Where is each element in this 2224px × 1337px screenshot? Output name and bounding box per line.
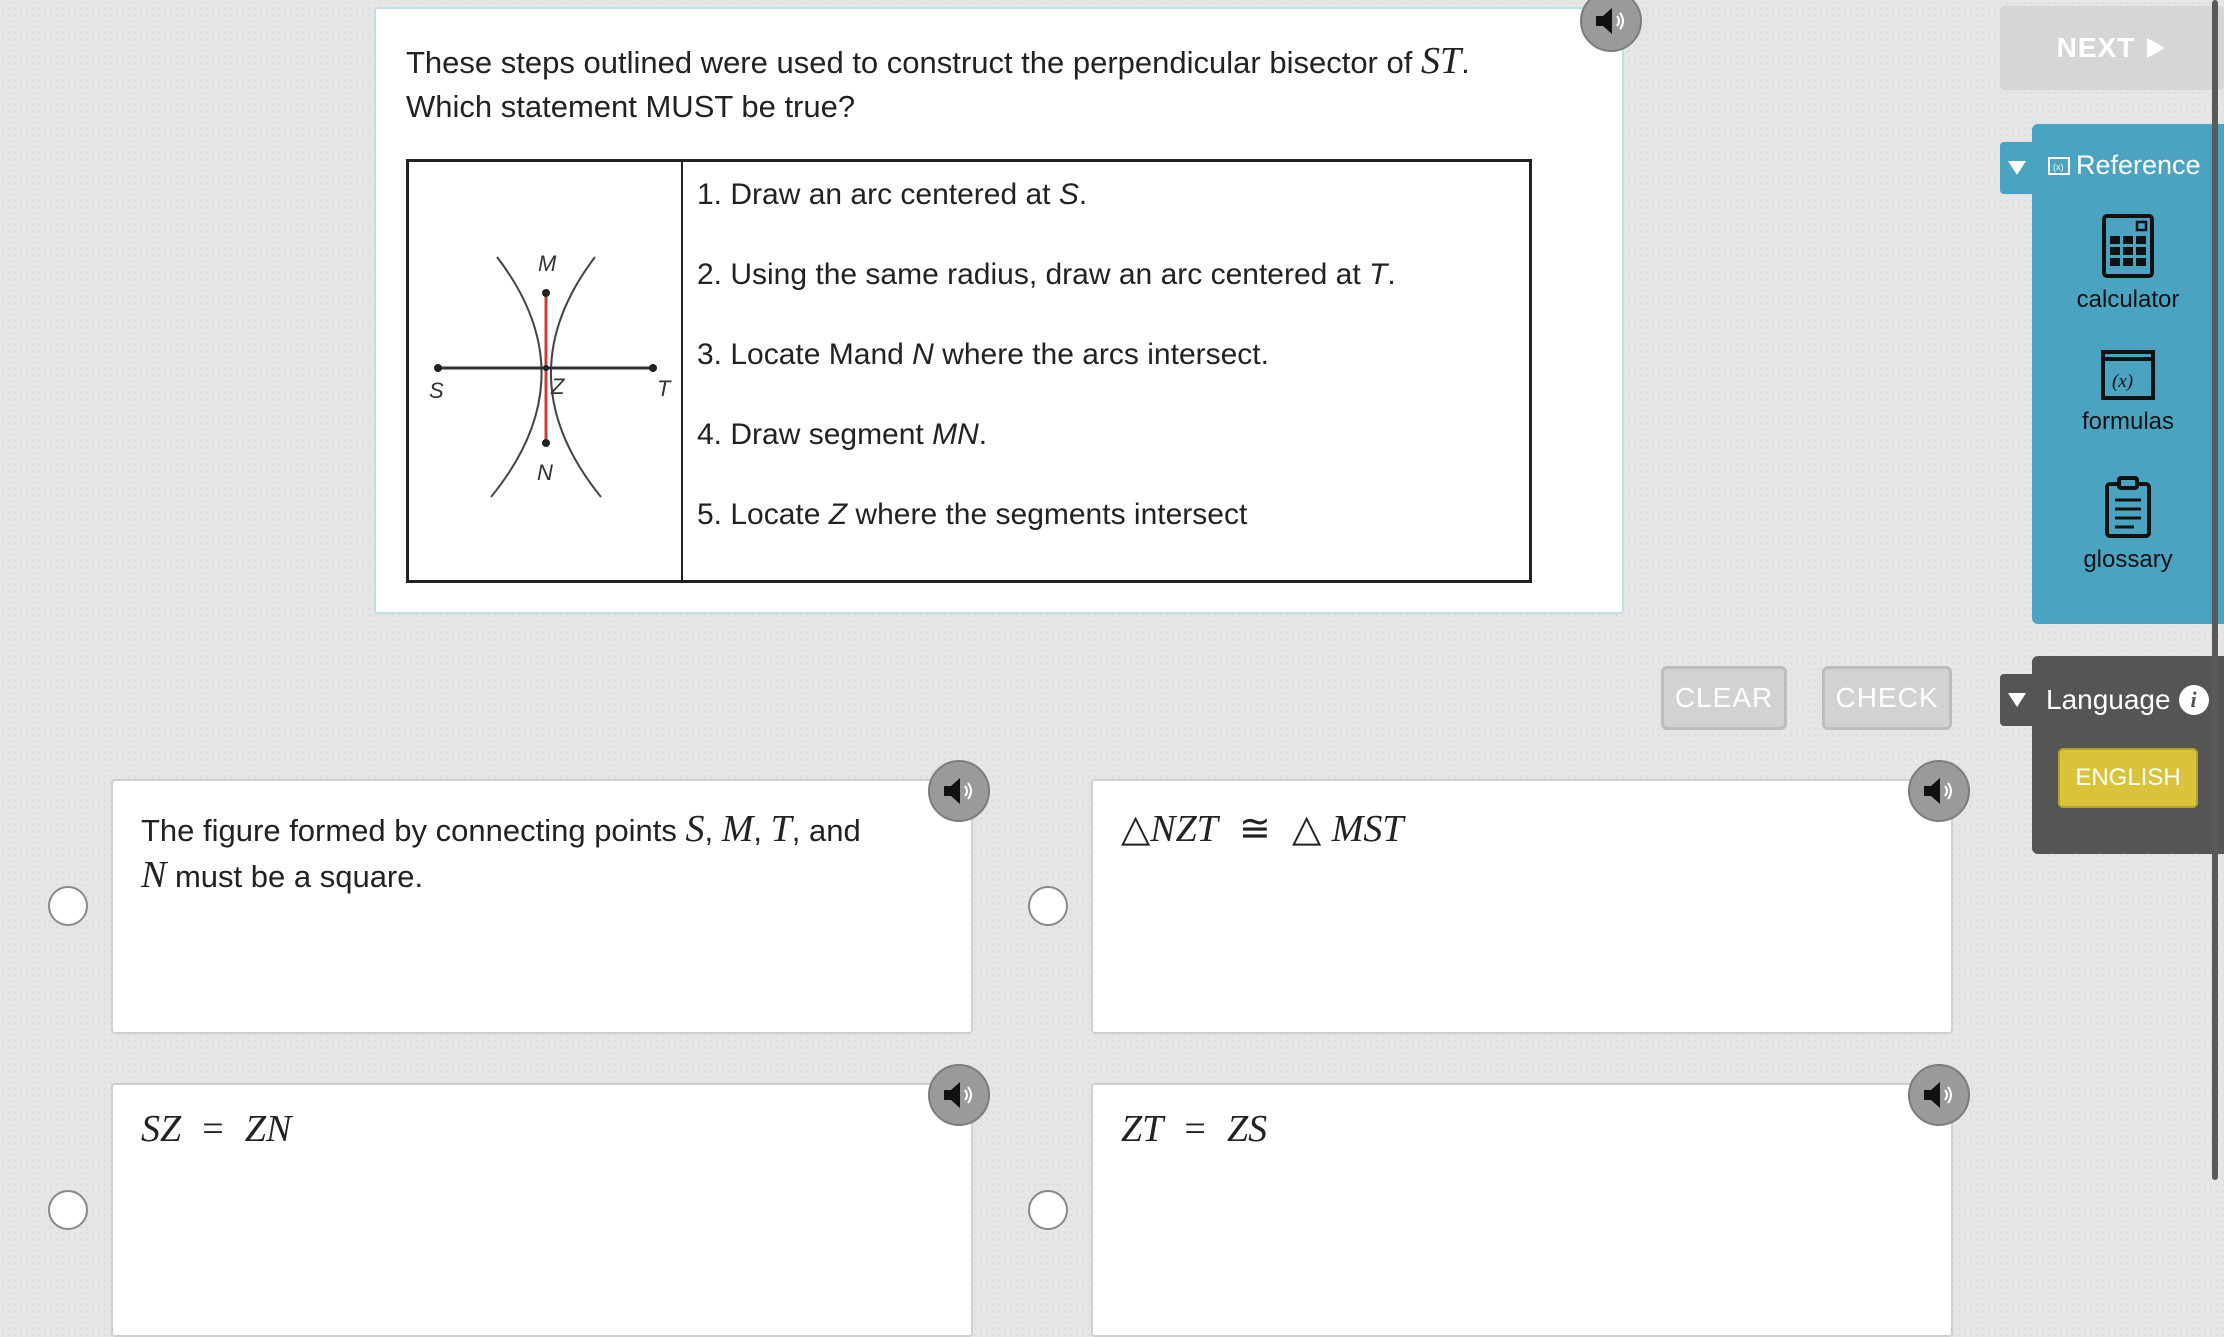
formulas-label: formulas — [2081, 408, 2175, 435]
prompt-start: These steps outlined were used to construct the perpendicular bisector of — [406, 45, 1421, 80]
reference-icon — [2048, 157, 2070, 175]
svg-text:(x): (x) — [2112, 371, 2134, 392]
point-t — [649, 364, 657, 372]
step-4: 4. Draw segment MN. — [697, 418, 988, 451]
answer-b-radio[interactable] — [1028, 886, 1068, 926]
glossary-tool[interactable] — [2032, 476, 2224, 574]
answer-a-radio[interactable] — [48, 886, 88, 926]
clear-label: CLEAR — [1674, 682, 1774, 713]
answer-b-audio-button[interactable] — [1908, 760, 1970, 822]
info-icon[interactable]: i — [2179, 685, 2209, 715]
language-collapse-toggle[interactable] — [2000, 674, 2034, 726]
next-label: NEXT — [2056, 32, 2136, 63]
reference-title: Reference — [2076, 150, 2201, 180]
triangle-down-icon — [2007, 160, 2027, 176]
answer-d-card[interactable] — [1091, 1083, 1953, 1337]
answer-d-text: ZT = ZS — [1121, 1108, 1268, 1150]
answer-a-card[interactable] — [111, 779, 973, 1034]
speaker-icon — [942, 776, 976, 806]
label-t: T — [657, 376, 671, 401]
prompt-line2: Which statement MUST be true? — [406, 89, 856, 124]
page-scrollbar[interactable] — [2212, 0, 2218, 1180]
step-2: 2. Using the same radius, draw an arc centered at T. — [697, 258, 1396, 291]
steps-table — [406, 159, 1532, 583]
step-1: 1. Draw an arc centered at S. — [697, 178, 1088, 211]
calculator-label: calculator — [2076, 286, 2180, 313]
prompt-end: . — [1461, 45, 1470, 80]
check-label: CHECK — [1835, 682, 1939, 713]
question-card — [374, 7, 1624, 614]
answer-c-text: SZ = ZN — [141, 1108, 292, 1150]
reference-header — [2048, 150, 2201, 181]
play-arrow-icon — [2145, 36, 2167, 60]
language-header — [2046, 684, 2209, 716]
prompt-segment: ST — [1420, 40, 1462, 82]
english-button[interactable] — [2058, 748, 2198, 808]
step-3: 3. Locate Mand N where the arcs intersect. — [697, 338, 1269, 371]
reference-panel — [2032, 124, 2224, 624]
arc-from-s — [491, 257, 542, 497]
point-s — [434, 364, 442, 372]
glossary-label: glossary — [2083, 546, 2173, 573]
answer-d-radio[interactable] — [1028, 1190, 1068, 1230]
point-n — [542, 439, 550, 447]
label-m: M — [538, 251, 557, 276]
language-panel — [2032, 656, 2224, 854]
answer-c-audio-button[interactable] — [928, 1064, 990, 1126]
answer-a-text: The figure formed by connecting points S, M, T, and N must be a square. — [141, 808, 861, 896]
question-text — [406, 39, 1546, 129]
svg-text:(x): (x) — [2053, 161, 2064, 172]
speaker-icon — [1922, 1080, 1956, 1110]
calculator-tool[interactable] — [2032, 214, 2224, 314]
check-button[interactable] — [1822, 666, 1952, 730]
answer-c-radio[interactable] — [48, 1190, 88, 1230]
formulas-icon — [2101, 350, 2155, 400]
label-s: S — [429, 378, 444, 403]
english-label: ENGLISH — [2075, 764, 2181, 791]
speaker-icon — [942, 1080, 976, 1110]
calculator-icon — [2102, 214, 2154, 278]
point-z — [543, 365, 549, 371]
triangle-down-icon — [2007, 692, 2027, 708]
point-m — [542, 289, 550, 297]
label-z: Z — [551, 374, 565, 399]
formulas-tool[interactable] — [2032, 350, 2224, 436]
reference-collapse-toggle[interactable] — [2000, 142, 2034, 194]
answer-a-audio-button[interactable] — [928, 760, 990, 822]
answer-b-card[interactable] — [1091, 779, 1953, 1034]
label-n: N — [537, 460, 553, 485]
speaker-icon — [1922, 776, 1956, 806]
glossary-icon — [2104, 476, 2152, 538]
answer-d-audio-button[interactable] — [1908, 1064, 1970, 1126]
language-title: Language — [2046, 684, 2171, 715]
step-5: 5. Locate Z where the segments intersect — [697, 498, 1248, 531]
answer-c-card[interactable] — [111, 1083, 973, 1337]
clear-button[interactable] — [1661, 666, 1787, 730]
next-button[interactable] — [2000, 6, 2224, 90]
answer-b-text: △NZT ≅ △ MST — [1121, 808, 1404, 850]
construction-diagram — [409, 162, 683, 580]
speaker-icon — [1594, 6, 1628, 36]
